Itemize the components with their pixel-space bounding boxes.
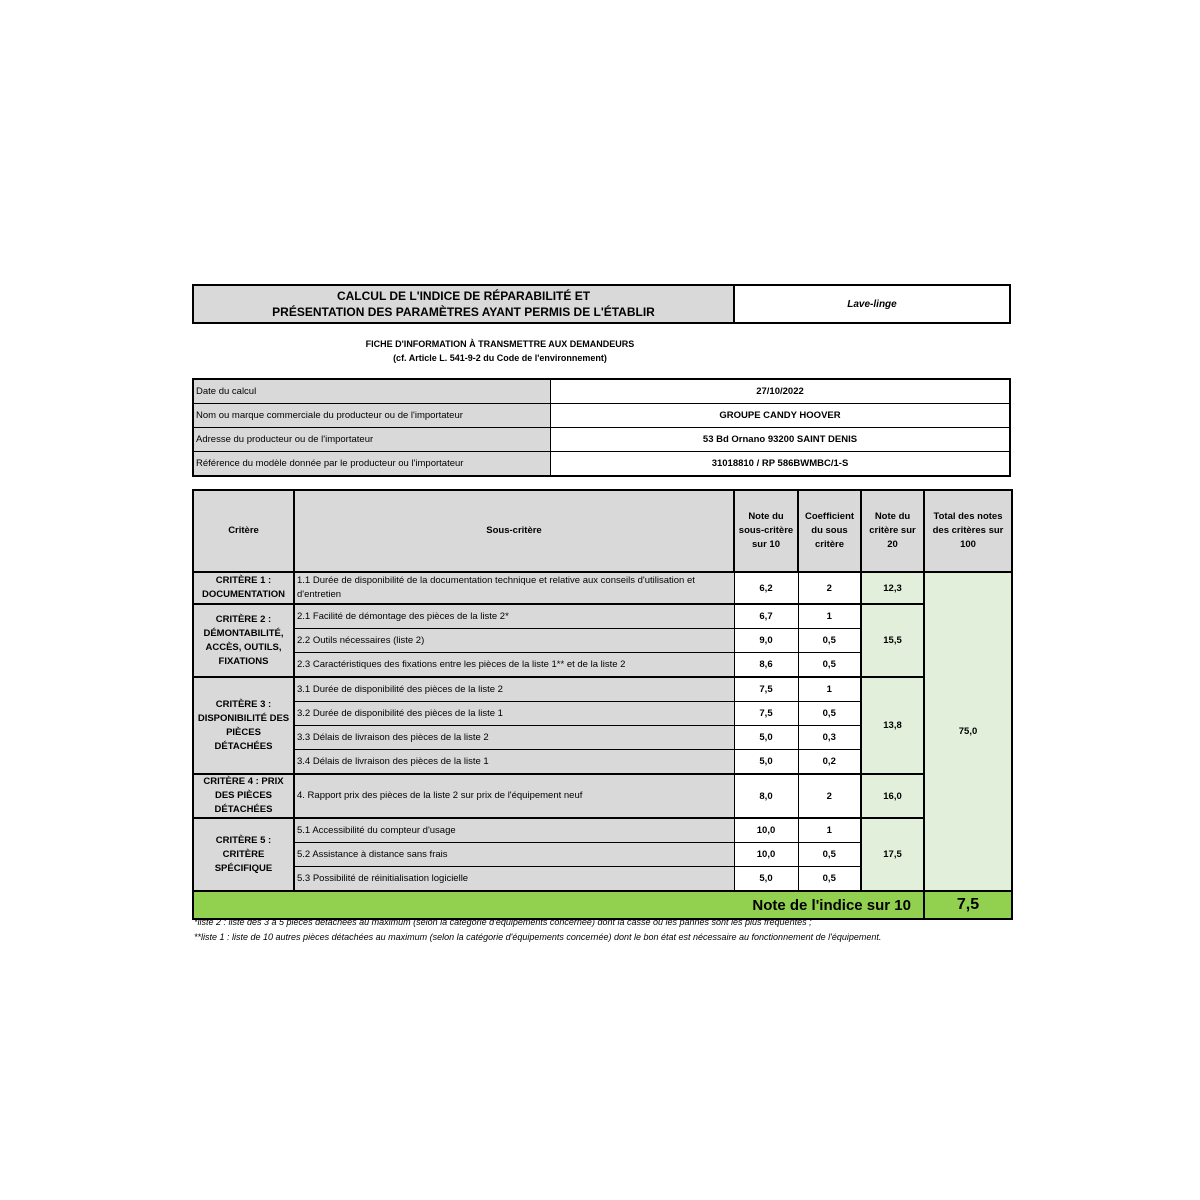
repairability-table <box>192 489 1013 920</box>
sub-criterion-coef: 0,5 <box>798 702 861 726</box>
criterion-1-note20: 12,3 <box>861 572 924 604</box>
product-type: Lave-linge <box>847 298 897 310</box>
document-title <box>194 286 735 322</box>
sub-criterion-label: 3.4 Délais de livraison des pièces de la liste 1 <box>294 750 734 775</box>
sub-criterion-coef: 1 <box>798 818 861 843</box>
column-header-sous-critere: Sous-critère <box>294 490 734 572</box>
info-row <box>193 428 1010 452</box>
sub-criterion-label: 5.3 Possibilité de réinitialisation logicielle <box>294 867 734 892</box>
info-row <box>193 379 1010 404</box>
sub-criterion-label: 2.1 Facilité de démontage des pièces de la liste 2* <box>294 604 734 629</box>
info-label: Date du calcul <box>193 379 551 404</box>
sub-criterion-note: 10,0 <box>734 818 798 843</box>
info-label: Adresse du producteur ou de l'importateur <box>193 428 551 452</box>
subheading-line-1: FICHE D'INFORMATION À TRANSMETTRE AUX DEMANDEURS <box>365 339 635 349</box>
sub-criterion-note: 5,0 <box>734 867 798 892</box>
sub-criterion-note: 6,7 <box>734 604 798 629</box>
column-header-note-sous: Note du sous-critère sur 10 <box>734 490 798 572</box>
column-header-note20: Note du critère sur 20 <box>861 490 924 572</box>
sub-criterion-note: 5,0 <box>734 726 798 750</box>
column-header-critere: Critère <box>193 490 294 572</box>
info-value: GROUPE CANDY HOOVER <box>551 404 1011 428</box>
info-label: Nom ou marque commerciale du producteur ou de l'importateur <box>193 404 551 428</box>
column-header-total: Total des notes des critères sur 100 <box>924 490 1012 572</box>
sub-criterion-label: 4. Rapport prix des pièces de la liste 2 sur prix de l'équipement neuf <box>294 774 734 818</box>
sub-criterion-label: 3.2 Durée de disponibilité des pièces de la liste 1 <box>294 702 734 726</box>
document-header <box>192 284 1011 324</box>
sub-criterion-note: 7,5 <box>734 702 798 726</box>
sub-criterion-note: 10,0 <box>734 843 798 867</box>
sub-criterion-note: 8,6 <box>734 653 798 678</box>
criterion-2-note20: 15,5 <box>861 604 924 677</box>
sub-criterion-note: 7,5 <box>734 677 798 702</box>
sub-criterion-coef: 1 <box>798 604 861 629</box>
sub-criterion-coef: 0,5 <box>798 843 861 867</box>
criterion-5-label: CRITÈRE 5 : CRITÈRE SPÉCIFIQUE <box>193 818 294 891</box>
info-value: 31018810 / RP 586BWMBC/1-S <box>551 452 1011 477</box>
total-score-100: 75,0 <box>924 572 1012 891</box>
info-table <box>192 378 1011 477</box>
info-row <box>193 452 1010 477</box>
sub-criterion-coef: 1 <box>798 677 861 702</box>
title-line-2: PRÉSENTATION DES PARAMÈTRES AYANT PERMIS DE L'ÉTABLIR <box>272 305 655 319</box>
final-score-label: Note de l'indice sur 10 <box>193 891 924 919</box>
criterion-3-label: CRITÈRE 3 : DISPONIBILITÉ DES PIÈCES DÉTACHÉES <box>193 677 294 774</box>
info-row <box>193 404 1010 428</box>
table-row <box>193 774 1012 818</box>
sub-criterion-note: 6,2 <box>734 572 798 604</box>
title-line-1: CALCUL DE L'INDICE DE RÉPARABILITÉ ET <box>336 289 591 303</box>
criterion-3-note20: 13,8 <box>861 677 924 774</box>
sub-criterion-coef: 2 <box>798 774 861 818</box>
criterion-4-label: CRITÈRE 4 : PRIX DES PIÈCES DÉTACHÉES <box>193 774 294 818</box>
sub-criterion-note: 9,0 <box>734 629 798 653</box>
subheading <box>300 337 700 365</box>
criterion-2-label: CRITÈRE 2 : DÉMONTABILITÉ, ACCÈS, OUTILS, FIXATIONS <box>193 604 294 677</box>
sub-criterion-coef: 0,5 <box>798 653 861 678</box>
final-score-value: 7,5 <box>924 891 1012 919</box>
subheading-line-2: (cf. Article L. 541-9-2 du Code de l'environnement) <box>393 353 607 363</box>
sub-criterion-label: 5.2 Assistance à distance sans frais <box>294 843 734 867</box>
footnote-liste-2: *liste 2 : liste des 3 à 5 pièces détachées au maximum (selon la catégorie d'équipements concernée) dont la casse ou les pannes sont les plus fréquentes ; <box>194 917 812 927</box>
sub-criterion-label: 3.1 Durée de disponibilité des pièces de la liste 2 <box>294 677 734 702</box>
info-value: 27/10/2022 <box>551 379 1011 404</box>
sub-criterion-label: 2.3 Caractéristiques des fixations entre les pièces de la liste 1** et de la liste 2 <box>294 653 734 678</box>
sub-criterion-coef: 2 <box>798 572 861 604</box>
sub-criterion-label: 2.2 Outils nécessaires (liste 2) <box>294 629 734 653</box>
column-header-coef: Coefficient du sous critère <box>798 490 861 572</box>
sub-criterion-label: 3.3 Délais de livraison des pièces de la liste 2 <box>294 726 734 750</box>
sub-criterion-coef: 0,3 <box>798 726 861 750</box>
table-row <box>193 604 1012 629</box>
table-header-row <box>193 490 1012 572</box>
sub-criterion-coef: 0,5 <box>798 867 861 892</box>
sub-criterion-label: 5.1 Accessibilité du compteur d'usage <box>294 818 734 843</box>
table-row <box>193 818 1012 843</box>
footnote-liste-1: **liste 1 : liste de 10 autres pièces détachées au maximum (selon la catégorie d'équipements concernée) dont le bon état est nécessaire au fonctionnement de l'équipement. <box>194 932 882 942</box>
criterion-1-label: CRITÈRE 1 : DOCUMENTATION <box>193 572 294 604</box>
sub-criterion-coef: 0,2 <box>798 750 861 775</box>
table-row <box>193 677 1012 702</box>
info-value: 53 Bd Ornano 93200 SAINT DENIS <box>551 428 1011 452</box>
criterion-5-note20: 17,5 <box>861 818 924 891</box>
sub-criterion-note: 8,0 <box>734 774 798 818</box>
table-row <box>193 572 1012 604</box>
sub-criterion-label: 1.1 Durée de disponibilité de la documentation technique et relative aux conseils d'utilisation et d'entretien <box>294 572 734 604</box>
criterion-4-note20: 16,0 <box>861 774 924 818</box>
sub-criterion-coef: 0,5 <box>798 629 861 653</box>
info-label: Référence du modèle donnée par le producteur ou l'importateur <box>193 452 551 477</box>
sub-criterion-note: 5,0 <box>734 750 798 775</box>
footnotes <box>194 915 1014 945</box>
